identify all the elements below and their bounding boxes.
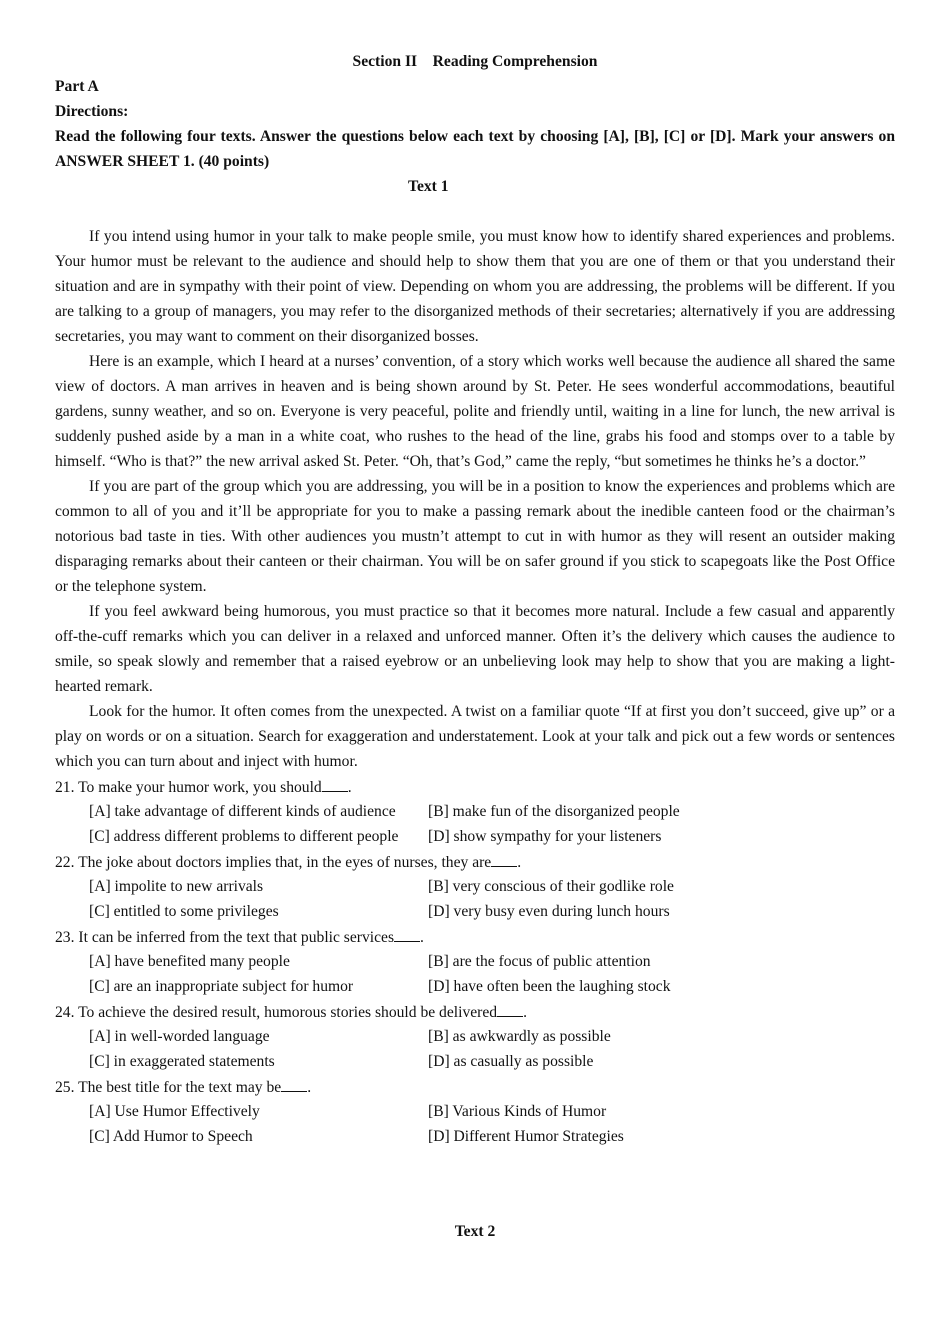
option-d: [D] very busy even during lunch hours <box>428 903 670 920</box>
option-row <box>55 1099 895 1124</box>
text1-title: Text 1 <box>408 178 449 195</box>
paragraph: Here is an example, which I heard at a nurses’ convention, of a story which works well because the audience all shared the same view of doctors. A man arrives in heaven and is being shown around by St. Peter. He sees wonderful accommodations, beautiful gardens, sunny weather, and so on. Everyone is very peaceful, polite and friendly until, waiting in a line for lunch, the new arrival is suddenly pushed aside by a man in a white coat, who rushes to the head of the line, grabs his food and stomps over to a table by himself. “Who is that?” the new arrival asked St. Peter. “Oh, that’s God,” came the reply, “but sometimes he thinks he’s a doctor.” <box>55 353 895 470</box>
option-c: [C] are an inappropriate subject for humor <box>89 978 354 995</box>
option-row <box>55 1124 895 1149</box>
option-b: [B] are the focus of public attention <box>428 953 651 970</box>
question-stem: 22. The joke about doctors implies that, in the eyes of nurses, they are <box>55 854 492 871</box>
option-d: [D] have often been the laughing stock <box>428 978 671 995</box>
option-c: [C] address different problems to different people <box>89 828 399 845</box>
option-d: [D] Different Humor Strategies <box>428 1128 624 1145</box>
directions-text: Read the following four texts. Answer the questions below each text by choosing [A], [B], [C] or [D]. Mark your answers on ANSWER SHEET 1. (40 points) <box>55 128 895 170</box>
part-label: Part A <box>55 78 99 95</box>
option-d: [D] as casually as possible <box>428 1053 594 1070</box>
option-a: [A] in well-worded language <box>89 1028 270 1045</box>
option-a: [A] impolite to new arrivals <box>89 878 264 895</box>
text2-title: Text 2 <box>454 1223 496 1240</box>
option-row <box>55 874 895 899</box>
section-title: Section II Reading Comprehension <box>352 53 598 70</box>
option-b: [B] Various Kinds of Humor <box>428 1103 607 1120</box>
answer-blank <box>491 849 517 867</box>
question-21: 21. To make your humor work, you should . <box>55 774 895 799</box>
option-row <box>55 1024 895 1049</box>
option-c: [C] Add Humor to Speech <box>89 1128 253 1145</box>
paragraph: If you feel awkward being humorous, you must practice so that it becomes more natural. Include a few casual and apparently off-the-cuff remarks which you can deliver in a relaxed and unforced manner. Often it’s the delivery which causes the audience to smile, so speak slowly and remember that a raised eyebrow or an unbelieving look may help to show that you are making a light-hearted remark. <box>55 603 895 695</box>
option-c: [C] in exaggerated statements <box>89 1053 275 1070</box>
answer-blank <box>322 774 348 792</box>
option-c: [C] entitled to some privileges <box>89 903 279 920</box>
paragraph: If you intend using humor in your talk to make people smile, you must know how to identify shared experiences and problems. Your humor must be relevant to the audience and should help to show them that you are one of them or that you understand their situation and are in sympathy with their point of view. Depending on whom you are addressing, the problems will be different. If you are talking to a group of managers, you may refer to the disorganized methods of their secretaries; alternatively if you are addressing secretaries, you may want to comment on their disorganized bosses. <box>55 228 895 345</box>
option-row <box>55 1049 895 1074</box>
option-b: [B] make fun of the disorganized people <box>428 803 680 820</box>
option-b: [B] as awkwardly as possible <box>428 1028 611 1045</box>
answer-blank <box>281 1074 307 1092</box>
spacer <box>55 199 895 224</box>
option-d: [D] show sympathy for your listeners <box>428 828 662 845</box>
question-24: 24. To achieve the desired result, humorous stories should be delivered . <box>55 999 895 1024</box>
question-stem: 21. To make your humor work, you should <box>55 779 322 796</box>
option-row <box>55 899 895 924</box>
option-row <box>55 799 895 824</box>
question-stem: 23. It can be inferred from the text that public services <box>55 929 395 946</box>
option-a: [A] Use Humor Effectively <box>89 1103 260 1120</box>
text1-passage <box>55 224 895 774</box>
option-a: [A] take advantage of different kinds of audience <box>89 803 396 820</box>
question-stem: 25. The best title for the text may be <box>55 1079 282 1096</box>
option-row <box>55 949 895 974</box>
option-b: [B] very conscious of their godlike role <box>428 878 674 895</box>
question-list <box>55 774 895 1149</box>
option-a: [A] have benefited many people <box>89 953 290 970</box>
option-row <box>55 974 895 999</box>
directions-label: Directions: <box>55 103 129 120</box>
answer-blank <box>497 999 523 1017</box>
question-23: 23. It can be inferred from the text that public services . <box>55 924 895 949</box>
question-25: 25. The best title for the text may be . <box>55 1074 895 1099</box>
paragraph: If you are part of the group which you are addressing, you will be in a position to know the experiences and problems which are common to all of you and it’ll be appropriate for you to make a passing remark about the inedible canteen food or the chairman’s notorious bad taste in ties. With other audiences you mustn’t attempt to cut in with humor as they will resent an outsider making disparaging remarks about their canteen or their chairman. You will be on safer ground if you stick to scapegoats like the Post Office or the telephone system. <box>55 478 895 595</box>
question-stem: 24. To achieve the desired result, humorous stories should be delivered <box>55 1004 498 1021</box>
paragraph: Look for the humor. It often comes from the unexpected. A twist on a familiar quote “If at first you don’t succeed, give up” or a play on words or on a situation. Search for exaggeration and understatement. Look at your talk and pick out a few words or sentences which you can turn about and inject with humor. <box>55 703 895 770</box>
answer-blank <box>394 924 420 942</box>
question-22: 22. The joke about doctors implies that, in the eyes of nurses, they are . <box>55 849 895 874</box>
option-row <box>55 824 895 849</box>
